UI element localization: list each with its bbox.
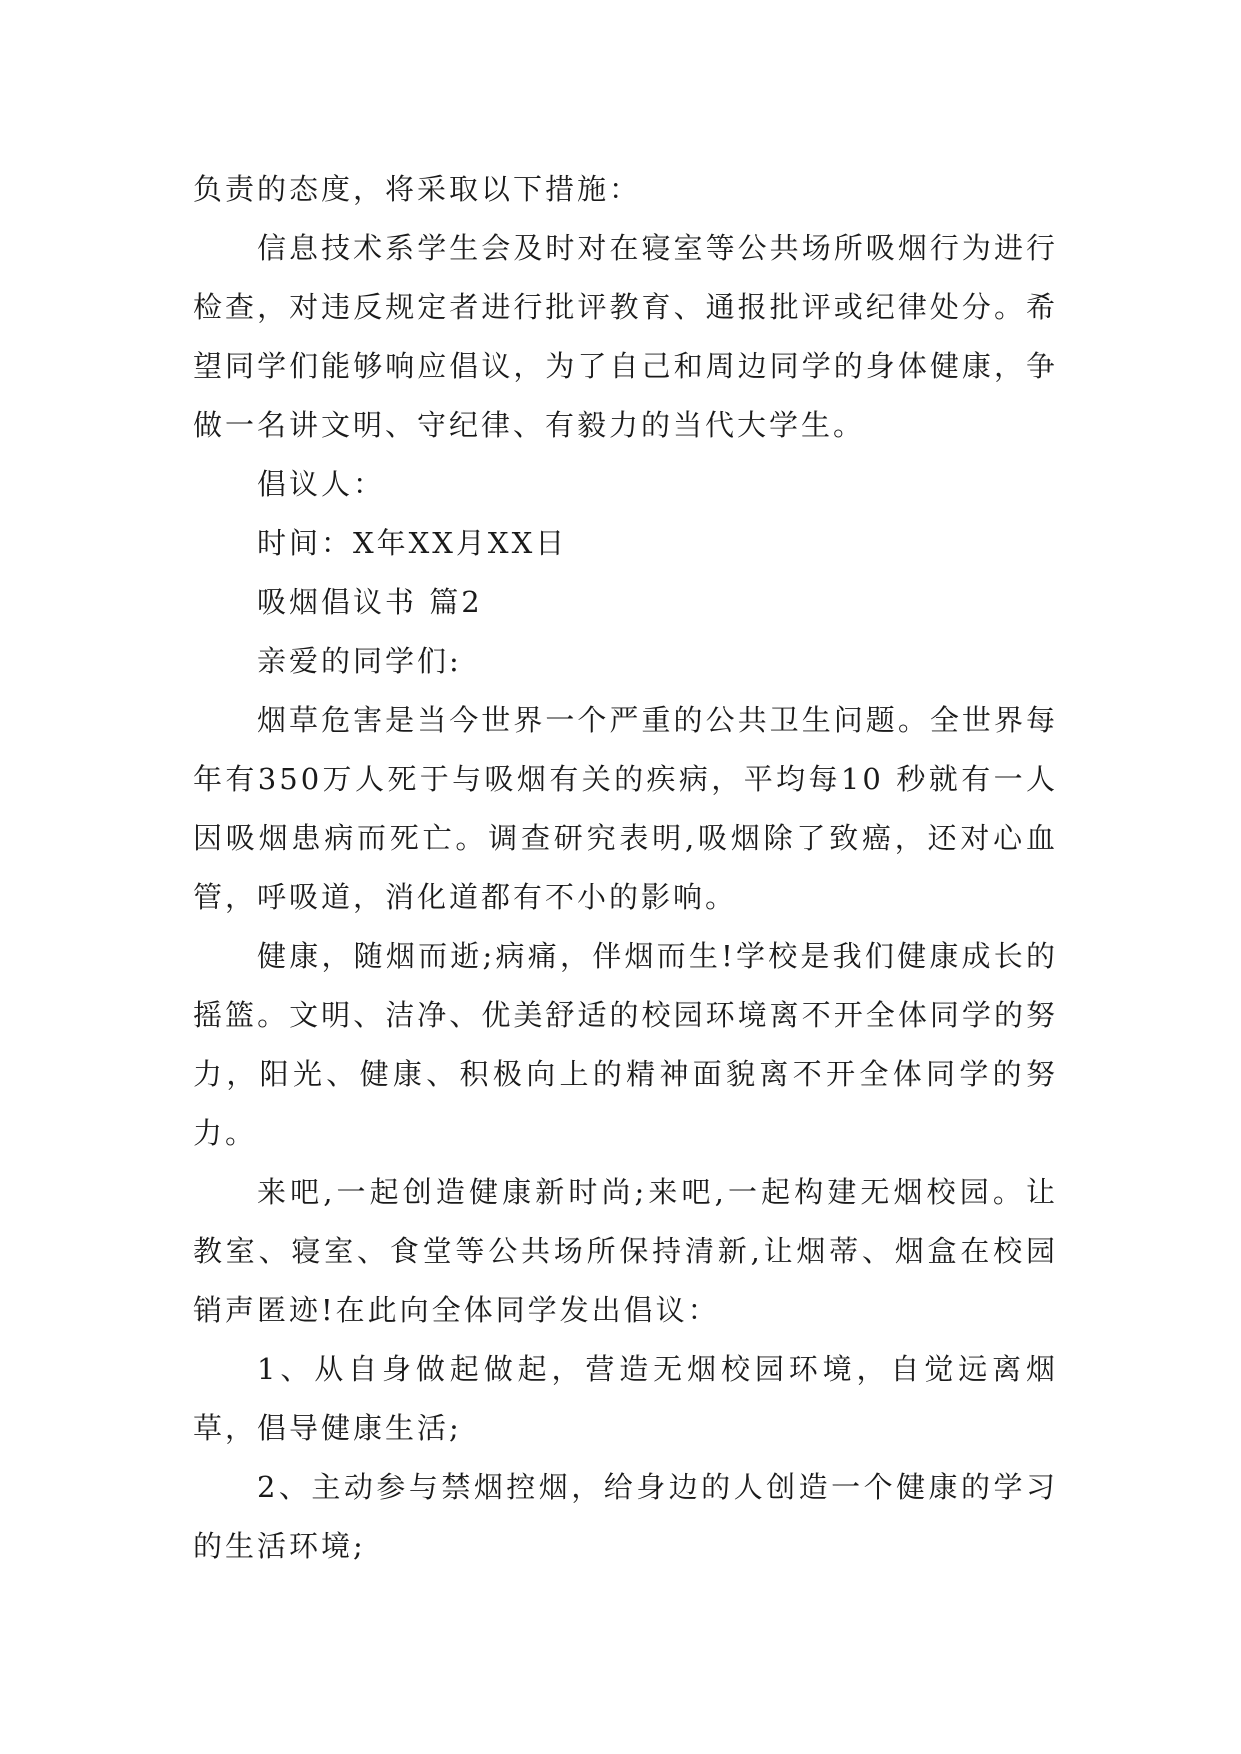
paragraph-call-to-action: 来吧,一起创造健康新时尚;来吧,一起构建无烟校园。让教室、寝室、食堂等公共场所保持清新,让烟蒂、烟盒在校园销声匿迹!在此向全体同学发出倡议： (193, 1175, 1058, 1327)
section-heading: 吸烟倡议书 篇2 (257, 585, 483, 619)
paragraph-proposer: 倡议人： (257, 467, 386, 501)
paragraph-inspection: 信息技术系学生会及时对在寝室等公共场所吸烟行为进行检查，对违反规定者进行批评教育、通报批评或纪律处分。希望同学们能够响应倡议，为了自己和周边同学的身体健康，争做一名讲文明、守纪律、有毅力的当代大学生。 (193, 231, 1058, 442)
paragraph-tobacco-harm: 烟草危害是当今世界一个严重的公共卫生问题。全世界每年有350万人死于与吸烟有关的疾病，平均每10 秒就有一人因吸烟患病而死亡。调查研究表明,吸烟除了致癌，还对心血管，呼吸道，消化道都有不小的影响。 (193, 703, 1058, 914)
paragraph-health: 健康，随烟而逝;病痛，伴烟而生!学校是我们健康成长的摇篮。文明、洁净、优美舒适的校园环境离不开全体同学的努力，阳光、健康、积极向上的精神面貌离不开全体同学的努力。 (193, 939, 1058, 1150)
paragraph-salutation: 亲爱的同学们: (257, 644, 462, 678)
paragraph-date: 时间：X年XX月XX日 (257, 526, 568, 560)
list-item-2: 2、主动参与禁烟控烟，给身边的人创造一个健康的学习的生活环境; (193, 1470, 1058, 1563)
document-body (193, 160, 1058, 1576)
paragraph-measures-intro: 负责的态度，将采取以下措施： (193, 172, 642, 206)
list-item-1: 1、从自身做起做起，营造无烟校园环境，自觉远离烟草，倡导健康生活; (193, 1352, 1058, 1445)
